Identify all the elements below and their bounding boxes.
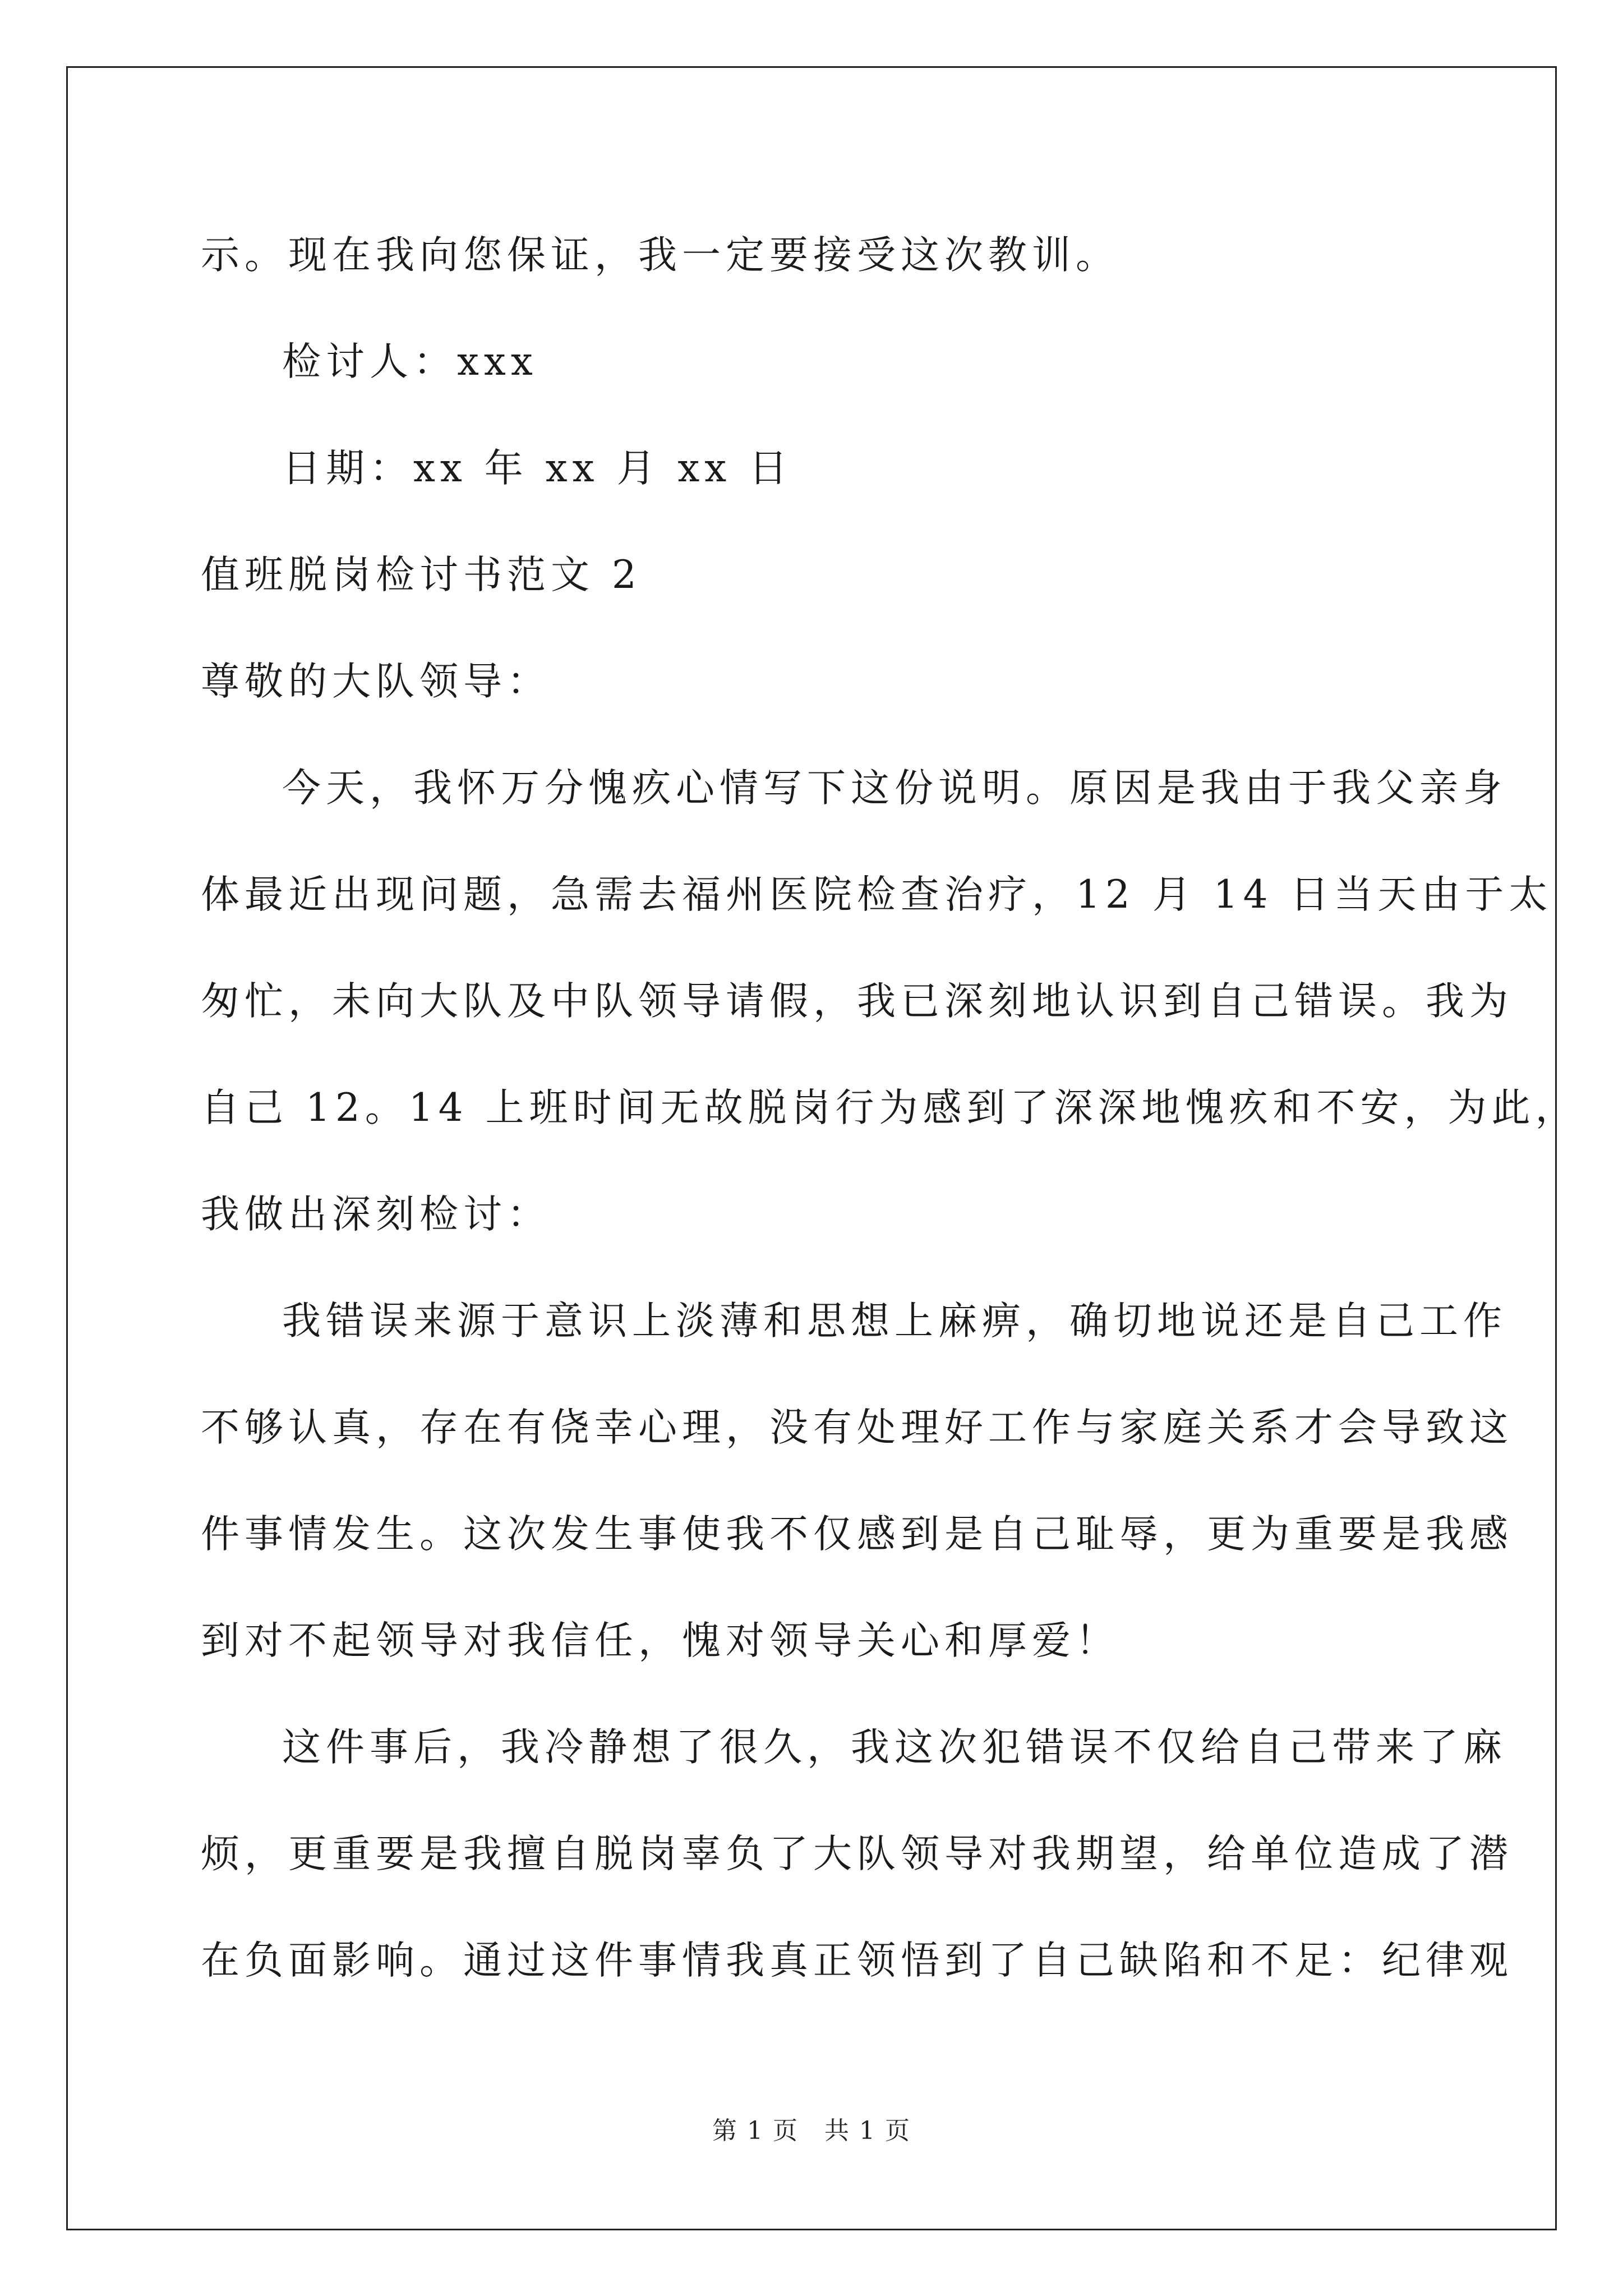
text-line: 日期：xx 年 xx 月 xx 日 (282, 446, 793, 491)
text-line: 件事情发生。这次发生事使我不仅感到是自己耻辱，更为重要是我感 (201, 1512, 1513, 1557)
page-footer (0, 2110, 1623, 2146)
text-line: 我做出深刻检讨： (201, 1192, 551, 1237)
document-body (201, 202, 1579, 2014)
page-number-current: 第 1 页 (712, 2116, 799, 2145)
text-line: 这件事后，我冷静想了很久，我这次犯错误不仅给自己带来了麻 (282, 1725, 1507, 1770)
text-line: 检讨人：xxx (282, 339, 538, 384)
text-line: 自己 12。14 上班时间无故脱岗行为感到了深深地愧疚和不安，为此， (201, 1085, 1579, 1130)
text-line: 尊敬的大队领导： (201, 659, 551, 704)
text-line: 到对不起领导对我信任，愧对领导关心和厚爱！ (201, 1618, 1119, 1663)
text-line: 在负面影响。通过这件事情我真正领悟到了自己缺陷和不足：纪律观 (201, 1938, 1513, 1983)
text-line: 示。现在我向您保证，我一定要接受这次教训。 (201, 233, 1119, 278)
text-line: 今天，我怀万分愧疚心情写下这份说明。原因是我由于我父亲身 (282, 766, 1507, 811)
page-number-total: 共 1 页 (824, 2116, 911, 2145)
text-line: 体最近出现问题，急需去福州医院检查治疗，12 月 14 日当天由于太 (201, 872, 1553, 917)
text-line: 我错误来源于意识上淡薄和思想上麻痹，确切地说还是自己工作 (282, 1299, 1507, 1343)
text-line: 烦，更重要是我擅自脱岗辜负了大队领导对我期望，给单位造成了潜 (201, 1832, 1513, 1876)
text-line: 匆忙，未向大队及中队领导请假，我已深刻地认识到自己错误。我为 (201, 979, 1513, 1024)
text-line: 不够认真，存在有侥幸心理，没有处理好工作与家庭关系才会导致这 (201, 1405, 1513, 1450)
text-line: 值班脱岗检讨书范文 2 (201, 553, 642, 597)
